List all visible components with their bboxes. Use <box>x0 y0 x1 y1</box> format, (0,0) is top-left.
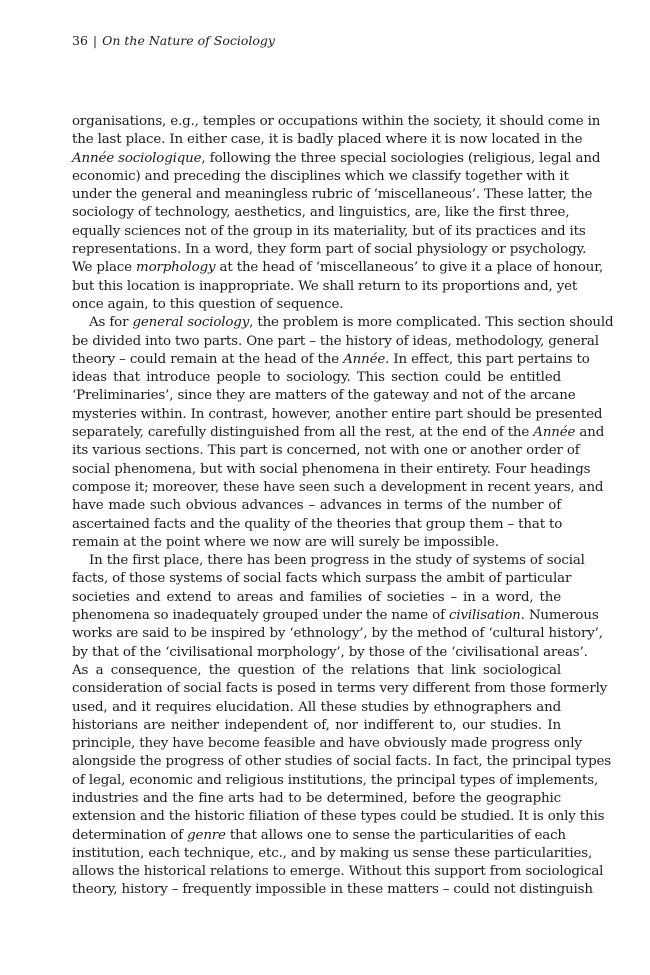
text-run: ideas that introduce people to sociology. This section could be entitled <box>72 370 561 386</box>
text-run: ‘Preliminaries’, since they are matters of the gateway and not of the arcane <box>72 388 576 404</box>
text-line <box>72 333 599 351</box>
text-run: of legal, economic and religious institutions, the principal types of implements, <box>72 772 599 788</box>
text-run: be divided into two parts. One part – the history of ideas, methodology, general <box>72 333 599 349</box>
text-run: phenomena so inadequately grouped under the name of <box>72 608 449 624</box>
text-run: We place <box>72 260 137 276</box>
text-line <box>72 644 588 662</box>
text-run: In the first place, there has been progress in the study of systems of social <box>89 553 585 569</box>
text-line <box>72 534 561 552</box>
text-run: have made such obvious advances – advances in terms of the number of <box>72 498 561 514</box>
text-run: sociology of technology, aesthetics, and linguistics, are, like the first three, <box>72 205 570 221</box>
text-run: at the head of ‘miscellaneous’ to give it a place of honour, <box>215 260 604 276</box>
text-line <box>72 735 582 753</box>
text-line <box>72 479 604 497</box>
text-line <box>72 424 605 442</box>
text-line <box>72 863 604 881</box>
italic-text: genre <box>187 827 226 843</box>
text-run: under the general and meaningless rubric of ‘miscellaneous’. These latter, the <box>72 187 593 203</box>
text-line <box>72 278 578 296</box>
text-run: institution, each technique, etc., and by making us sense these particularities, <box>72 845 593 861</box>
text-run: alongside the progress of other studies of social facts. In fact, the principal types <box>72 754 611 770</box>
italic-text: Année sociologique <box>72 150 202 166</box>
text-line <box>72 168 569 186</box>
text-run: consideration of social facts is posed in terms very different from those formerly <box>72 681 608 697</box>
text-run: the last place. In either case, it is badly placed where it is now located in the <box>72 132 583 148</box>
text-line <box>72 516 561 534</box>
text-run: economic) and preceding the disciplines which we classify together with it <box>72 168 569 184</box>
text-run: , following the three special sociologies (religious, legal and <box>201 150 601 166</box>
text-line <box>72 406 603 424</box>
text-line <box>72 351 590 369</box>
page-number: 36 <box>72 33 88 48</box>
italic-text: general sociology <box>132 315 250 331</box>
text-run: theory, history – frequently impossible in these matters – could not distinguish <box>72 882 593 898</box>
text-line <box>72 790 561 808</box>
text-line <box>72 753 611 771</box>
running-header <box>72 32 275 50</box>
text-line <box>72 461 591 479</box>
text-line <box>72 552 585 570</box>
text-line <box>72 296 561 314</box>
italic-text: morphology <box>136 260 216 276</box>
text-run: determination of <box>72 827 188 843</box>
text-line <box>72 223 586 241</box>
text-line <box>72 241 587 259</box>
text-run: . In effect, this part pertains to <box>385 351 590 367</box>
text-run: allows the historical relations to emerge. Without this support from sociological <box>72 864 604 880</box>
text-run: its various sections. This part is concerned, not with one or another order of <box>72 443 580 459</box>
text-line <box>72 497 561 515</box>
text-line <box>72 625 603 643</box>
text-run: equally sciences not of the group in its materiality, but of its practices and its <box>72 223 586 239</box>
paragraph <box>72 552 611 900</box>
text-line <box>72 314 614 332</box>
text-run: societies and extend to areas and families of societies – in a word, the <box>72 589 561 605</box>
text-line <box>72 662 561 680</box>
text-line <box>72 131 583 149</box>
italic-text: civilisation <box>449 608 521 624</box>
text-run: that allows one to sense the particularities of each <box>225 827 566 843</box>
text-run: representations. In a word, they form part of social physiology or psychology. <box>72 242 587 258</box>
text-line <box>72 607 599 625</box>
text-line <box>72 570 572 588</box>
text-line <box>72 808 605 826</box>
text-run: mysteries within. In contrast, however, another entire part should be presented <box>72 406 603 422</box>
text-run: organisations, e.g., temples or occupations within the society, it should come in <box>72 114 601 129</box>
text-line <box>72 113 601 131</box>
text-run: principle, they have become feasible and have obviously made progress only <box>72 736 582 752</box>
text-run: As for <box>89 315 133 331</box>
header-separator: | <box>92 33 98 48</box>
text-run: once again, to this question of sequence. <box>72 296 344 312</box>
text-run: but this location is inappropriate. We shall return to its proportions and, yet <box>72 278 578 294</box>
text-line <box>72 387 576 405</box>
text-run: , the problem is more complicated. This section should <box>249 315 614 331</box>
text-run: theory – could remain at the head of the <box>72 351 344 367</box>
text-line <box>72 717 561 735</box>
text-line <box>72 442 580 460</box>
text-run: used, and it requires elucidation. All these studies by ethnographers and <box>72 699 561 715</box>
text-line <box>72 589 561 607</box>
text-line <box>72 881 593 899</box>
text-line <box>72 680 608 698</box>
text-line <box>72 186 593 204</box>
text-run: industries and the fine arts had to be determined, before the geographic <box>72 790 561 806</box>
text-run: compose it; moreover, these have seen such a development in recent years, and <box>72 479 604 495</box>
text-run: As a consequence, the question of the relations that link sociological <box>72 662 561 678</box>
book-title: On the Nature of Sociology <box>102 33 275 48</box>
text-line <box>72 827 566 845</box>
paragraph <box>72 113 604 314</box>
text-run: remain at the point where we now are will surely be impossible. <box>72 534 499 550</box>
text-run: social phenomena, but with social phenomena in their entirety. Four headings <box>72 461 591 477</box>
text-run: extension and the historic filiation of these types could be studied. It is only this <box>72 809 605 825</box>
text-line <box>72 259 604 277</box>
text-line <box>72 369 561 387</box>
text-run: . Numerous <box>520 608 599 624</box>
text-line <box>72 699 561 717</box>
text-line <box>72 845 593 863</box>
text-line <box>72 150 601 168</box>
text-line <box>72 772 599 790</box>
text-run: historians are neither independent of, nor indifferent to, our studies. In <box>72 717 561 733</box>
text-run: facts, of those systems of social facts which surpass the ambit of particular <box>72 571 572 587</box>
text-run: ascertained facts and the quality of the theories that group them – that to <box>72 516 563 532</box>
text-line <box>72 204 570 222</box>
italic-text: Année <box>533 425 576 441</box>
text-run: and <box>575 425 605 441</box>
text-run: separately, carefully distinguished from all the rest, at the end of the <box>72 425 534 441</box>
italic-text: Année <box>343 351 386 367</box>
body-text <box>72 113 614 900</box>
text-run: by that of the ‘civilisational morphology’, by those of the ‘civilisational areas’. <box>72 644 588 660</box>
paragraph <box>72 314 614 552</box>
text-run: works are said to be inspired by ‘ethnology’, by the method of ‘cultural history’, <box>72 626 603 642</box>
